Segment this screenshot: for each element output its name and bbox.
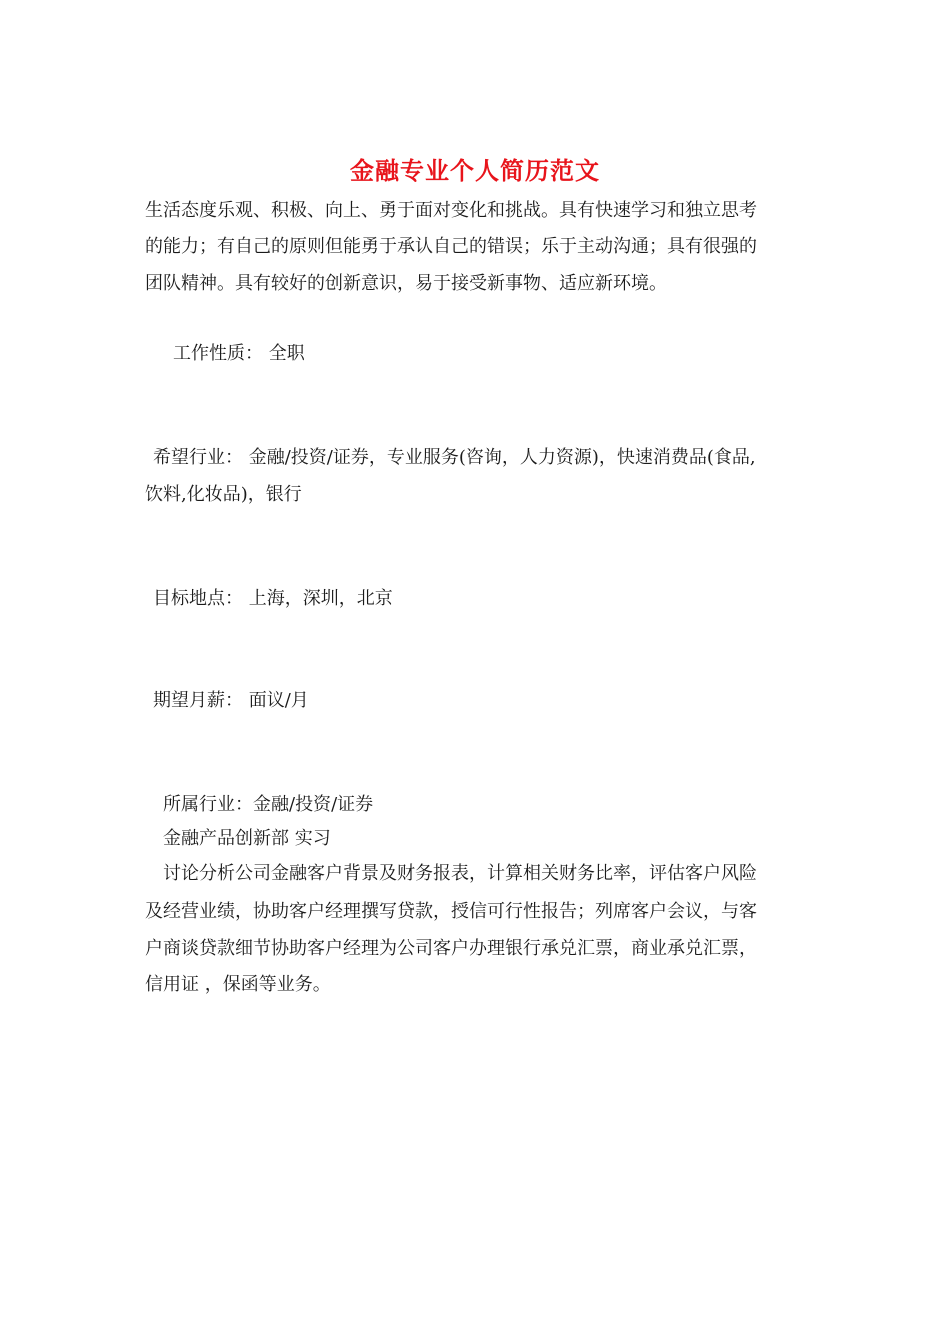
industry-line-2: 饮料,化妆品)，银行 — [145, 484, 302, 505]
location-line: 目标地点： 上海，深圳，北京 — [153, 588, 393, 609]
experience-department-line: 金融产品创新部 实习 — [163, 828, 331, 849]
experience-desc-line-2: 及经营业绩，协助客户经理撰写贷款，授信可行性报告；列席客户会议，与客 — [145, 901, 757, 922]
intro-line-3: 团队精神。具有较好的创新意识，易于接受新事物、适应新环境。 — [145, 273, 667, 294]
intro-line-2: 的能力；有自己的原则但能勇于承认自己的错误；乐于主动沟通；具有很强的 — [145, 236, 757, 257]
industry-line-1: 希望行业： 金融/投资/证券，专业服务(咨询，人力资源)，快速消费品(食品, — [153, 447, 756, 468]
salary-line: 期望月薪： 面议/月 — [153, 690, 309, 711]
experience-desc-line-4: 信用证 ，保函等业务。 — [145, 974, 331, 995]
document-title: 金融专业个人简历范文 — [350, 156, 600, 185]
experience-desc-line-1: 讨论分析公司金融客户背景及财务报表，计算相关财务比率，评估客户风险 — [163, 863, 757, 884]
experience-industry-line: 所属行业：金融/投资/证券 — [163, 794, 374, 815]
job-type-line: 工作性质： 全职 — [173, 343, 305, 364]
intro-line-1: 生活态度乐观、积极、向上、勇于面对变化和挑战。具有快速学习和独立思考 — [145, 200, 757, 221]
experience-desc-line-3: 户商谈贷款细节协助客户经理为公司客户办理银行承兑汇票，商业承兑汇票， — [145, 938, 757, 959]
